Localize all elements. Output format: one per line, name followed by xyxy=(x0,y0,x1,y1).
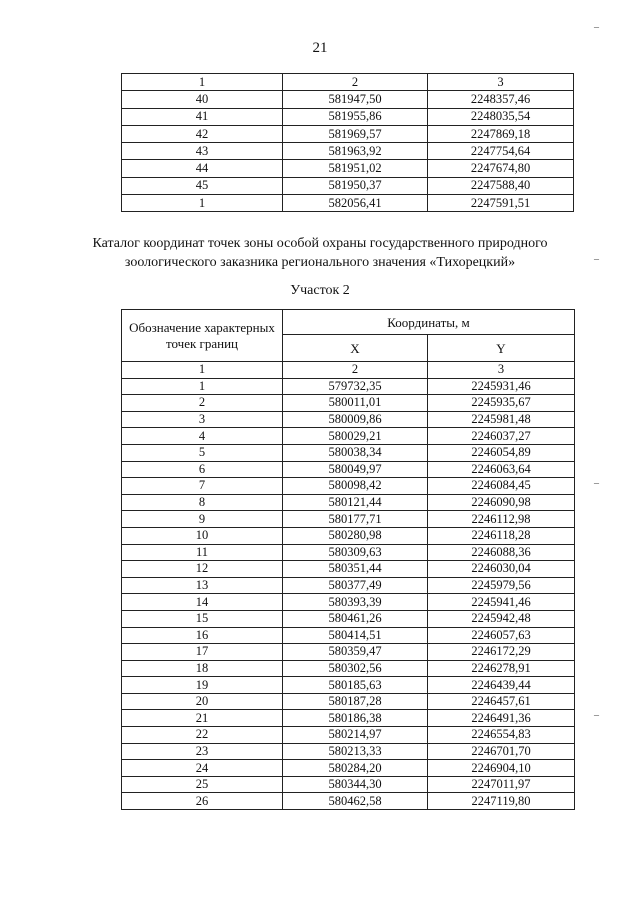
point-number-cell: 1 xyxy=(122,195,283,212)
table-row xyxy=(122,776,575,793)
y-coordinate-cell: 2246554,83 xyxy=(428,727,575,744)
coordinates-header: Координаты, м xyxy=(283,310,575,335)
point-designation-header: Обозначение характерных точек границ xyxy=(122,310,283,362)
x-coordinate-cell: 580344,30 xyxy=(283,776,428,793)
x-coordinate-cell: 580098,42 xyxy=(283,478,428,495)
x-coordinate-cell: 580011,01 xyxy=(283,395,428,412)
table-row xyxy=(122,91,574,108)
x-coordinate-cell: 581950,37 xyxy=(283,177,428,194)
y-coordinate-cell: 2246904,10 xyxy=(428,760,575,777)
column-number-row xyxy=(122,362,575,379)
point-number-cell: 22 xyxy=(122,727,283,744)
point-number-cell: 17 xyxy=(122,644,283,661)
point-number-cell: 18 xyxy=(122,660,283,677)
table-row xyxy=(122,627,575,644)
point-number-cell: 25 xyxy=(122,776,283,793)
y-coordinate-cell: 2246084,45 xyxy=(428,478,575,495)
column-number-cell: 3 xyxy=(428,362,575,379)
table-row xyxy=(122,660,575,677)
column-number-cell: 1 xyxy=(122,362,283,379)
catalog-caption xyxy=(0,234,640,272)
x-coordinate-cell: 580187,28 xyxy=(283,693,428,710)
x-coordinate-cell: 580414,51 xyxy=(283,627,428,644)
x-coordinate-cell: 580461,26 xyxy=(283,610,428,627)
x-coordinate-cell: 580302,56 xyxy=(283,660,428,677)
y-coordinate-cell: 2247674,80 xyxy=(428,160,574,177)
table-row xyxy=(122,378,575,395)
y-coordinate-cell: 2245979,56 xyxy=(428,577,575,594)
y-coordinate-cell: 2247119,80 xyxy=(428,793,575,810)
x-coordinate-cell: 580029,21 xyxy=(283,428,428,445)
x-coordinate-cell: 580185,63 xyxy=(283,677,428,694)
point-number-cell: 3 xyxy=(122,411,283,428)
point-number-cell: 13 xyxy=(122,577,283,594)
table-header-cell: 3 xyxy=(428,74,574,91)
point-number-cell: 21 xyxy=(122,710,283,727)
table-row xyxy=(122,561,575,578)
table-header-cell: 1 xyxy=(122,74,283,91)
y-coordinate-cell: 2246090,98 xyxy=(428,494,575,511)
page-number: 21 xyxy=(312,40,328,56)
point-number-cell: 26 xyxy=(122,793,283,810)
point-number-cell: 8 xyxy=(122,494,283,511)
y-coordinate-cell: 2246172,29 xyxy=(428,644,575,661)
table-row xyxy=(122,411,575,428)
x-coordinate-cell: 581951,02 xyxy=(283,160,428,177)
point-number-cell: 7 xyxy=(122,478,283,495)
table-header-row xyxy=(122,310,575,335)
point-number-cell: 44 xyxy=(122,160,283,177)
table-row xyxy=(122,727,575,744)
table-row xyxy=(122,710,575,727)
point-number-cell: 45 xyxy=(122,177,283,194)
x-coordinate-cell: 580377,49 xyxy=(283,577,428,594)
table-row xyxy=(122,544,575,561)
point-number-cell: 23 xyxy=(122,743,283,760)
x-coordinate-cell: 580177,71 xyxy=(283,511,428,528)
point-number-cell: 11 xyxy=(122,544,283,561)
y-coordinate-cell: 2246278,91 xyxy=(428,660,575,677)
point-number-cell: 42 xyxy=(122,125,283,142)
table-body xyxy=(122,378,575,809)
x-coordinate-cell: 581955,86 xyxy=(283,108,428,125)
table-row xyxy=(122,760,575,777)
y-coordinate-cell: 2248035,54 xyxy=(428,108,574,125)
y-coordinate-cell: 2247588,40 xyxy=(428,177,574,194)
y-coordinate-cell: 2246118,28 xyxy=(428,527,575,544)
y-coordinate-cell: 2245942,48 xyxy=(428,610,575,627)
y-coordinate-cell: 2246439,44 xyxy=(428,677,575,694)
point-number-cell: 43 xyxy=(122,143,283,160)
x-coordinate-cell: 580038,34 xyxy=(283,444,428,461)
y-coordinate-cell: 2248357,46 xyxy=(428,91,574,108)
table-row xyxy=(122,478,575,495)
y-coordinate-cell: 2246457,61 xyxy=(428,693,575,710)
table-row xyxy=(122,594,575,611)
margin-mark: ‒ xyxy=(594,254,599,265)
x-coordinate-cell: 580359,47 xyxy=(283,644,428,661)
table-header-cell: 2 xyxy=(283,74,428,91)
table-row xyxy=(122,428,575,445)
coordinates-table-section-2 xyxy=(121,309,575,810)
table-row xyxy=(122,125,574,142)
table-row xyxy=(122,693,575,710)
y-coordinate-cell: 2245941,46 xyxy=(428,594,575,611)
point-number-cell: 41 xyxy=(122,108,283,125)
y-coordinate-cell: 2246491,36 xyxy=(428,710,575,727)
caption-line: Каталог координат точек зоны особой охраны государственного природного xyxy=(92,236,548,251)
table-row xyxy=(122,444,575,461)
y-coordinate-cell: 2246112,98 xyxy=(428,511,575,528)
point-number-cell: 14 xyxy=(122,594,283,611)
x-coordinate-cell: 580186,38 xyxy=(283,710,428,727)
point-number-cell: 1 xyxy=(122,378,283,395)
point-number-cell: 2 xyxy=(122,395,283,412)
y-coordinate-cell: 2246054,89 xyxy=(428,444,575,461)
x-coordinate-cell: 581963,92 xyxy=(283,143,428,160)
x-coordinate-cell: 582056,41 xyxy=(283,195,428,212)
x-header: X xyxy=(283,335,428,362)
table-body xyxy=(122,91,574,212)
y-coordinate-cell: 2246037,27 xyxy=(428,428,575,445)
y-header: Y xyxy=(428,335,575,362)
margin-mark: ‒ xyxy=(594,710,599,721)
table-row xyxy=(122,677,575,694)
x-coordinate-cell: 580009,86 xyxy=(283,411,428,428)
table-row xyxy=(122,177,574,194)
y-coordinate-cell: 2246030,04 xyxy=(428,561,575,578)
y-coordinate-cell: 2247754,64 xyxy=(428,143,574,160)
caption-line: зоологического заказника регионального значения «Тихорецкий» xyxy=(124,255,516,270)
point-number-cell: 19 xyxy=(122,677,283,694)
point-number-cell: 4 xyxy=(122,428,283,445)
x-coordinate-cell: 580213,33 xyxy=(283,743,428,760)
table-row xyxy=(122,527,575,544)
coordinates-table-continued xyxy=(121,73,574,212)
table-row xyxy=(122,108,574,125)
point-number-cell: 15 xyxy=(122,610,283,627)
table-row xyxy=(122,143,574,160)
y-coordinate-cell: 2247591,51 xyxy=(428,195,574,212)
point-number-cell: 9 xyxy=(122,511,283,528)
x-coordinate-cell: 580280,98 xyxy=(283,527,428,544)
y-coordinate-cell: 2246088,36 xyxy=(428,544,575,561)
point-number-cell: 12 xyxy=(122,561,283,578)
point-number-cell: 16 xyxy=(122,627,283,644)
point-number-cell: 40 xyxy=(122,91,283,108)
x-coordinate-cell: 580351,44 xyxy=(283,561,428,578)
table-row xyxy=(122,511,575,528)
x-coordinate-cell: 580309,63 xyxy=(283,544,428,561)
y-coordinate-cell: 2246701,70 xyxy=(428,743,575,760)
table-row xyxy=(122,395,575,412)
table-row xyxy=(122,793,575,810)
table-row xyxy=(122,644,575,661)
x-coordinate-cell: 579732,35 xyxy=(283,378,428,395)
y-coordinate-cell: 2245981,48 xyxy=(428,411,575,428)
x-coordinate-cell: 580214,97 xyxy=(283,727,428,744)
margin-mark: ‒ xyxy=(594,22,599,33)
table-row xyxy=(122,577,575,594)
x-coordinate-cell: 580393,39 xyxy=(283,594,428,611)
y-coordinate-cell: 2245931,46 xyxy=(428,378,575,395)
y-coordinate-cell: 2247869,18 xyxy=(428,125,574,142)
point-number-cell: 5 xyxy=(122,444,283,461)
x-coordinate-cell: 580284,20 xyxy=(283,760,428,777)
y-coordinate-cell: 2246063,64 xyxy=(428,461,575,478)
point-number-cell: 24 xyxy=(122,760,283,777)
table-row xyxy=(122,461,575,478)
point-number-cell: 6 xyxy=(122,461,283,478)
y-coordinate-cell: 2245935,67 xyxy=(428,395,575,412)
x-coordinate-cell: 580462,58 xyxy=(283,793,428,810)
table-row xyxy=(122,743,575,760)
y-coordinate-cell: 2247011,97 xyxy=(428,776,575,793)
table-header-row xyxy=(122,74,574,91)
x-coordinate-cell: 580049,97 xyxy=(283,461,428,478)
y-coordinate-cell: 2246057,63 xyxy=(428,627,575,644)
table-row xyxy=(122,494,575,511)
table-row xyxy=(122,610,575,627)
column-number-cell: 2 xyxy=(283,362,428,379)
x-coordinate-cell: 581947,50 xyxy=(283,91,428,108)
table-row xyxy=(122,195,574,212)
point-number-cell: 20 xyxy=(122,693,283,710)
x-coordinate-cell: 581969,57 xyxy=(283,125,428,142)
margin-mark: ‒ xyxy=(594,478,599,489)
x-coordinate-cell: 580121,44 xyxy=(283,494,428,511)
point-number-cell: 10 xyxy=(122,527,283,544)
table-row xyxy=(122,160,574,177)
section-title: Участок 2 xyxy=(290,283,350,298)
